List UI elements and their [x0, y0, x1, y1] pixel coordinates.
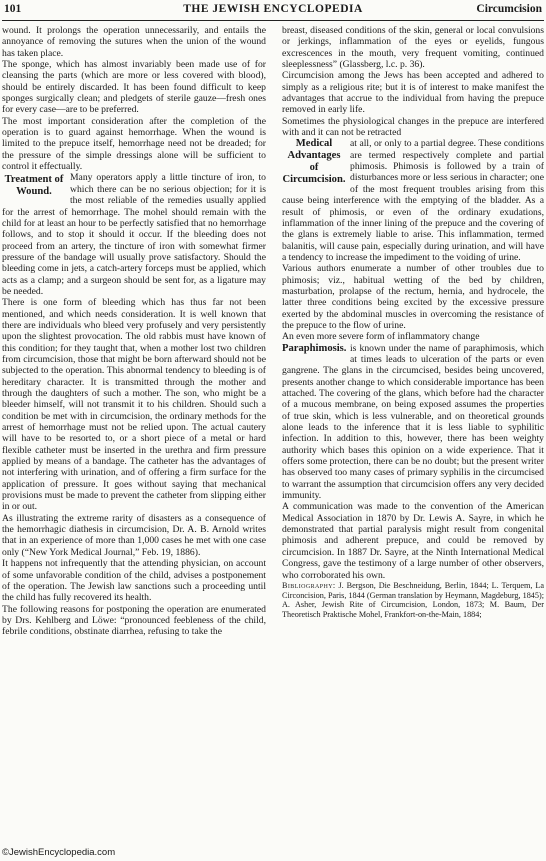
side-heading-medical-advantages: Medical Advantages of Circumcision. — [282, 138, 346, 186]
page-header — [0, 0, 546, 22]
paragraph-text: Many operators apply a little tincture of iron, to which there can be no serious objection; for it is the most reliable of the remedies usually applied for the arrest of hemorrhage. The mohel should remain with the child for at least an hour to be perfectly satisfied that no hemorrhage follows, and to stop it should it occur. If the bleeding does not proceed from an artery, the tincture of iron with somewhat firmer pressure of the bandage will usually prove satisfactory. Should the bleeding come in jets, a catch-artery forceps must be applied, which acts as a clamp; and a surgeon should be sent for, as a ligature may be needed. — [2, 172, 266, 297]
paragraph: wound. It prolongs the operation unnecessarily, and entails the annoyance of removing the sutures when the union of the wound has taken place. — [2, 25, 266, 59]
right-column — [282, 25, 544, 845]
paragraph-with-sidenote — [282, 343, 544, 502]
paragraph-with-sidenote — [2, 172, 266, 297]
paragraph: The most important consideration after the completion of the operation is to guard against hemorrhage. When the wound is limited to the prepuce itself, hemorrhage need not be dreaded; for the pressure of the simple dressings alone will be sufficient to control it effectually. — [2, 115, 266, 173]
side-heading-treatment-of-wound: Treatment of Wound. — [4, 174, 64, 198]
page-number: 101 — [4, 3, 22, 15]
paragraph: An even more severe form of inflammatory change — [282, 331, 480, 343]
article-keyword: Circumcision — [476, 3, 542, 15]
bibliography-label: Bibliography: — [282, 580, 336, 590]
paragraph: Various authors enumerate a number of other troubles due to phimosis; viz., habitual wetting of the bed by children, masturbation, prolapse of the rectum, hernia, and hydrocele, the latter three conditions being excited by the excessive pressure exerted by the abdominal muscles in overcoming the resistance of the prepuce to the flow of urine. — [282, 263, 544, 331]
paragraph: It happens not infrequently that the attending physician, on account of some unfavorable condition of the child, advises a postponement of the operation. The Jewish law sanctions such a proceeding until the child has fully recovered its health. — [2, 558, 266, 604]
paragraph: Sometimes the physiological changes in the prepuce are interfered with and it can not be retracted — [282, 115, 544, 139]
paragraph: As illustrating the extreme rarity of disasters as a consequence of the hemorrhagic diathesis in circumcision, Dr. A. B. Arnold writes that in an experience of more than 1,000 cases he met with one case only (“New York Medical Journal,” Feb. 19, 1886). — [2, 512, 266, 558]
side-heading-paraphimosis: Paraphimosis. — [282, 342, 347, 354]
paragraph-text: is known under the name of paraphimosis, which at times leads to ulceration of the parts or even gangrene. The glans in the circumcised, besides being uncovered, presents another change to which considerable importance has been attached. The covering of the glans, which before had the character of a mucous membrane, on being exposed assumes the properties of true skin, which is less vulnerable, and on theoretical grounds alone leads to the inference that it is less liable to syphilitic infection. In addition to this, however, there has been weighty authority which bases this opinion on a wide experience. That it offers some protection, there can be no doubt; but the present writer has observed too many cases of primary syphilis in the circumcised to warrant the assumption that circumcision offers any very decided immunity. — [282, 342, 544, 502]
paragraph: breast, diseased conditions of the skin, general or local convulsions or jerkings, inflammation of the eyes or eyelids, fungous excrescences in the mouth, very frequent vomiting, continued sleeplessness” (Glassberg, l.c. p. 36). — [282, 25, 544, 71]
header-rule — [2, 20, 544, 21]
bibliography — [282, 581, 544, 620]
left-column — [2, 25, 266, 845]
paragraph: The sponge, which has almost invariably been made use of for cleansing the parts (which are more or less covered with blood), should be entirely discarded. It has been found difficult to keep sponges surgically clean; and pledgets of sterile gauze—fresh ones for every case—are to be preferred. — [2, 59, 266, 116]
paragraph-with-sidenote — [282, 138, 544, 263]
footer-copyright: ©JewishEncyclopedia.com — [2, 847, 116, 858]
paragraph: A communication was made to the convention of the American Medical Association in 1870 by Dr. Lewis A. Sayre, in which he demonstrated that partial paralysis might result from congenital phimosis and adherent prepuce, and could be removed by circumcision. In 1887 Dr. Sayre, at the Ninth International Medical Congress, gave the testimony of a large number of other observers, who corroborated his own. — [282, 501, 544, 581]
paragraph: The following reasons for postponing the operation are enumerated by Drs. Kehlberg and Löwe: “pronounced feebleness of the child, febrile conditions, obstinate diarrhea, refusing to take the — [2, 603, 266, 638]
paragraph: There is one form of bleeding which has thus far not been mentioned, and which needs consideration. It is well known that there are individuals who bleed very profusely and very persistently upon the slightest provocation. The old rabbis must have known of this condition; for they taught that, when a mother lost two children from circumcision, those that might be born afterward should not be subjected to the operation. This abnormal tendency to bleeding is of hereditary character. It is transmitted through the mother and through the daughters of such a mother. The son, who might be a bleeder himself, will not transmit it to his children. Should such a condition be met with in circumcision, the ordinary methods for the arrest of hemorrhage must not be relied upon. The actual cautery will have to be resorted to, or a short piece of a metal or hard flexible catheter must be inserted in the urethra and firm pressure applied by means of a bandage. The catheter has the advantages of not interfering with urination, and of offering a firm surface for the application of pressure. It goes without saying that mechanical provisions must be made to prevent the catheter from slipping either in or out. — [2, 297, 266, 513]
paragraph: Circumcision among the Jews has been accepted and adhered to simply as a religious rite; but it is of interest to make manifest the advantages that accrue to the individual from having the prepuce removed in early life. — [282, 70, 544, 116]
running-title: THE JEWISH ENCYCLOPEDIA — [183, 3, 363, 15]
paragraph-text: at all, or only to a partial degree. These conditions are termed respectively complete and partial phimosis. Phimosis is followed by a train of disturbances more or less serious in character; one of the most frequent troubles arising from this cause being interference with the emptying of the bladder. As a result of phimosis, or even of the ordinary exudations, inflammation of the inner lining of the prepuce and the covering of the glans is extremely liable to arise. This inflammation, termed balanitis, will cause pain, especially during urination, and will have a tendency to increase the impediment to the voiding of urine. — [282, 138, 544, 263]
bibliography-text: J. Bergson, Die Beschneidung, Berlin, 1844; L. Terquem, La Circoncision, Paris, 1844 (German translation by Heymann, Magdeburg, 1845); A. Asher, Jewish Rite of Circumcision, London, 1873; M. Baum, Der Theoretisch Praktische Mohel, Frankfort-on-the-Main, 1884; — [282, 580, 544, 619]
